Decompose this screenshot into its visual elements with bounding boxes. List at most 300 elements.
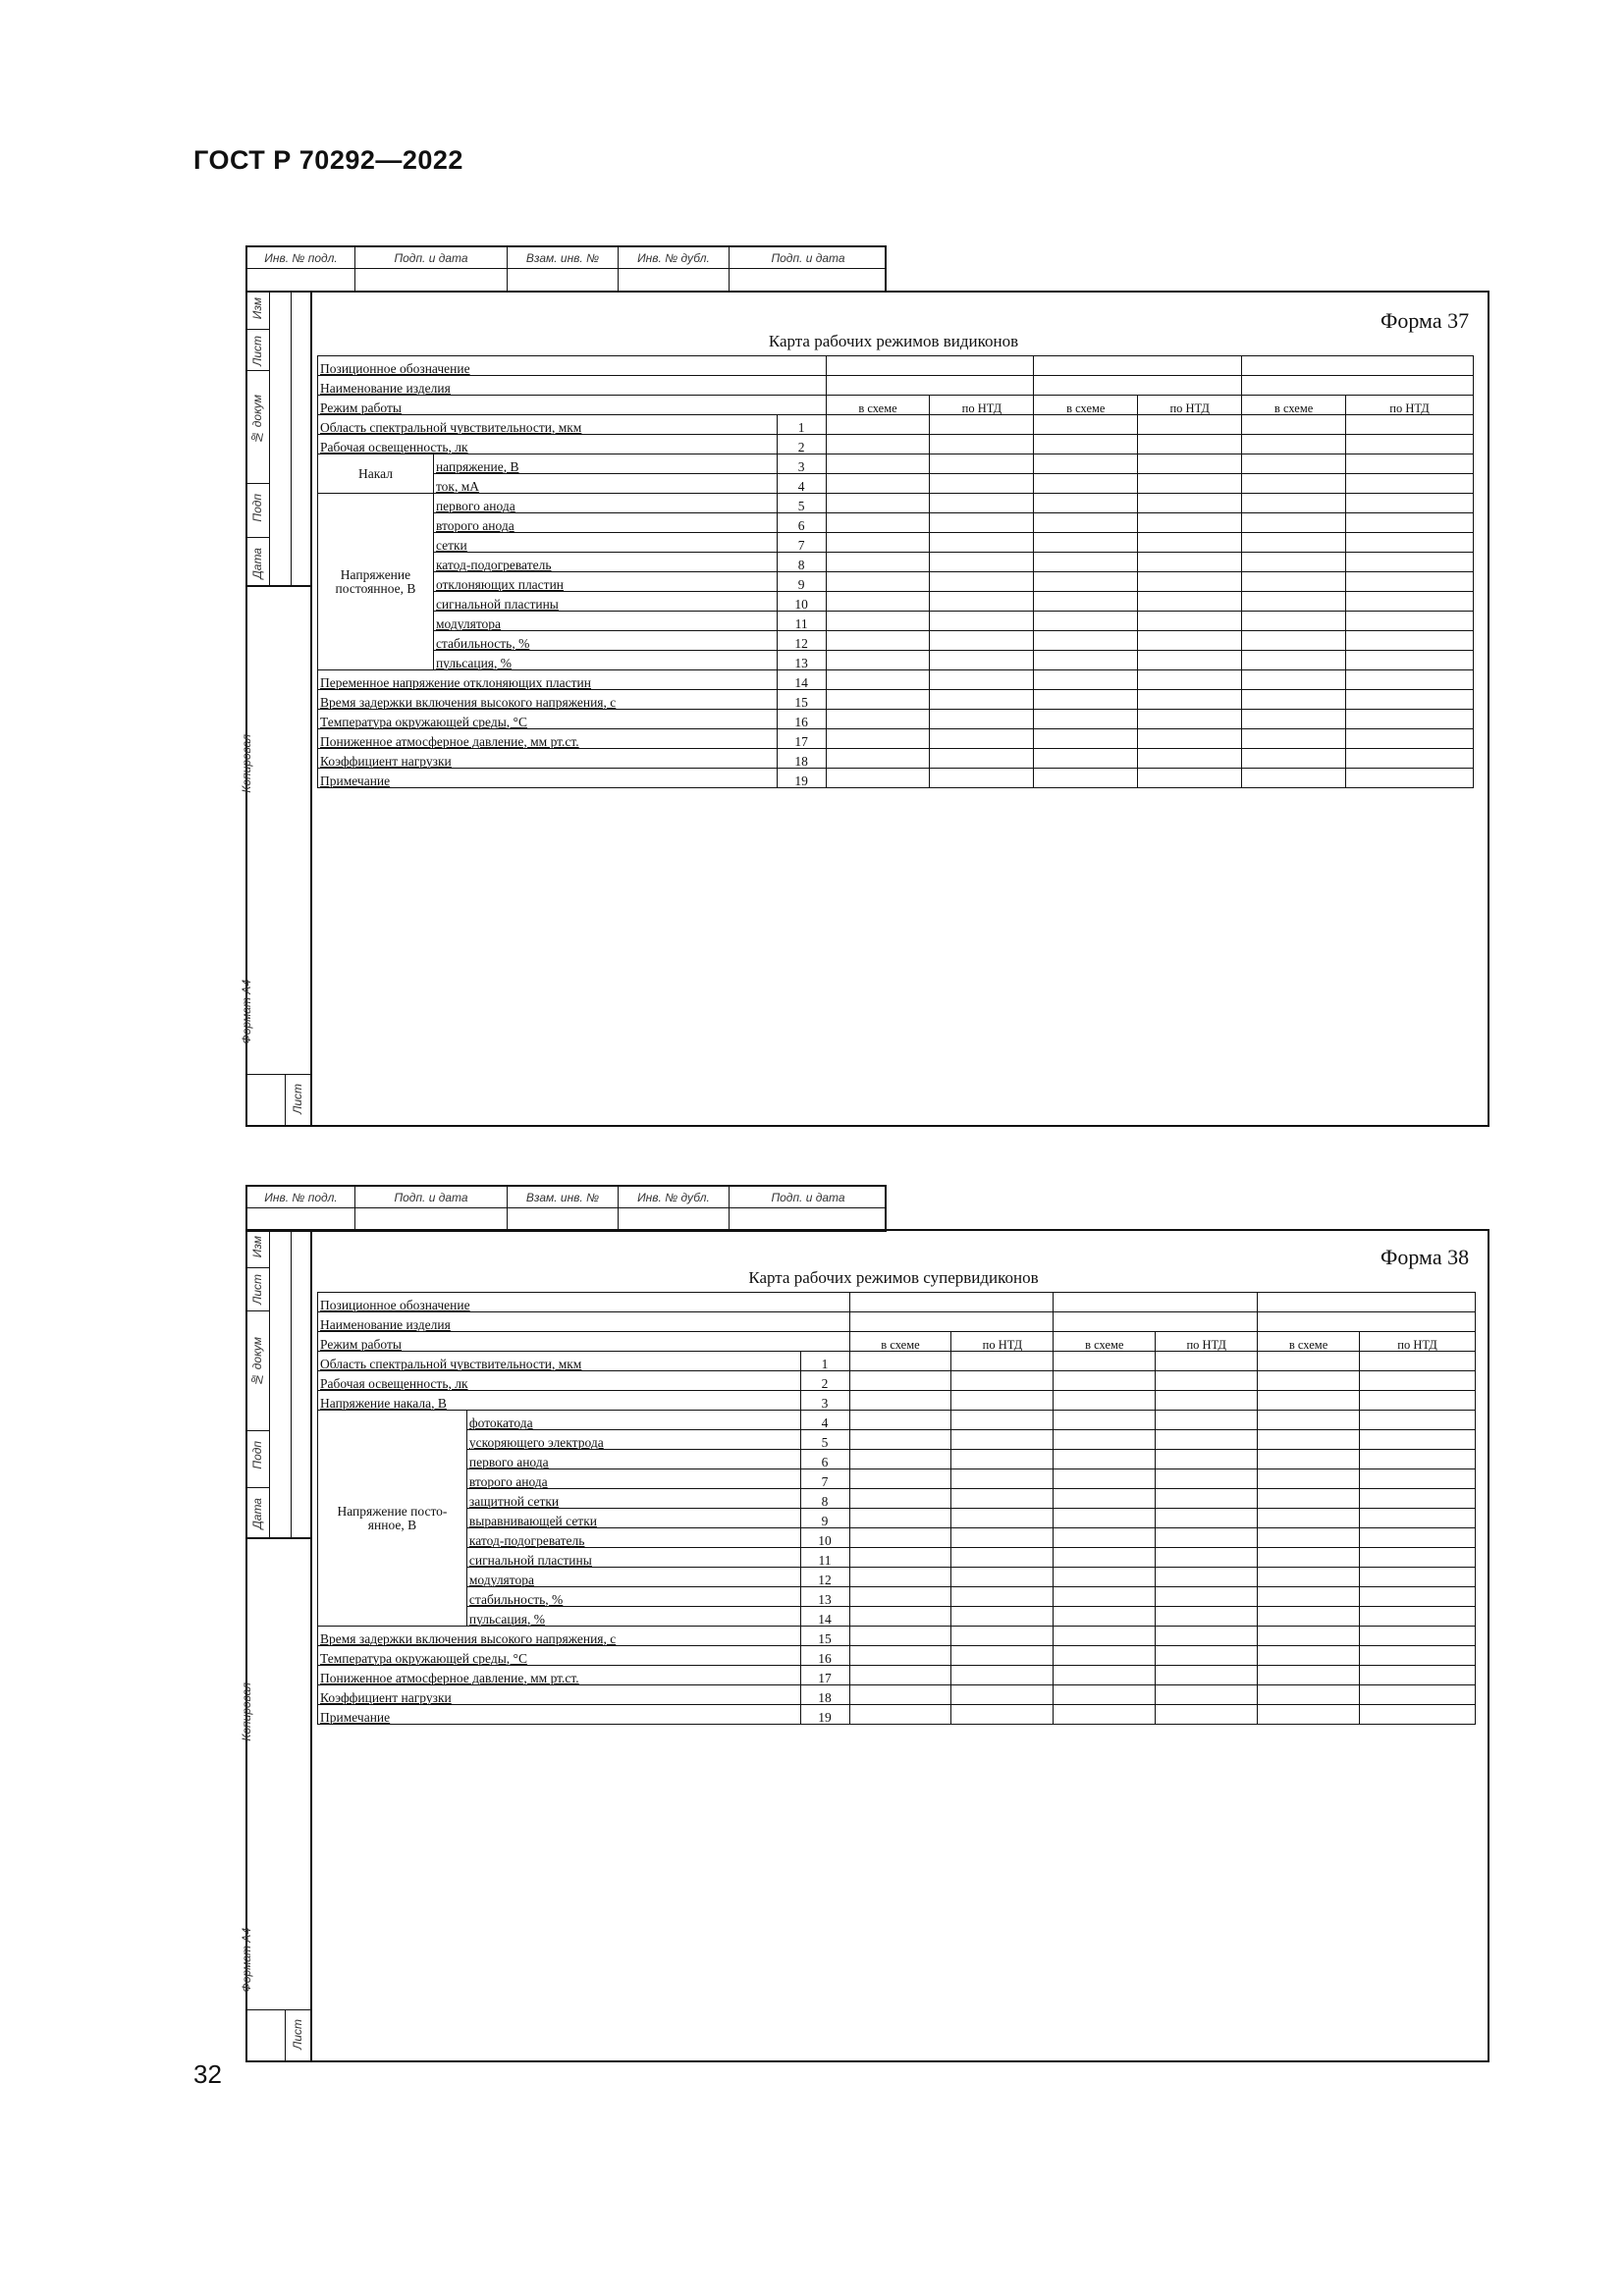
value-cell[interactable] [1138,612,1242,631]
value-cell[interactable] [1258,1352,1360,1371]
value-cell[interactable] [930,690,1034,710]
value-cell[interactable] [1360,1411,1476,1430]
value-cell[interactable] [849,1293,1054,1312]
value-cell[interactable] [1360,1587,1476,1607]
value-cell[interactable] [1258,1705,1360,1725]
value-cell[interactable] [1360,1489,1476,1509]
value-cell[interactable] [951,1352,1054,1371]
form38-title: Карта рабочих режимов супервидиконов [748,1268,1039,1287]
value-cell[interactable] [1258,1391,1360,1411]
value-cell[interactable] [1258,1587,1360,1607]
value-cell[interactable] [826,454,930,474]
value-cell[interactable] [1346,710,1474,729]
param-label: Примечание [318,769,778,788]
value-cell[interactable] [1258,1627,1360,1646]
value-cell[interactable] [1138,631,1242,651]
value-cell[interactable] [951,1627,1054,1646]
value-cell[interactable] [1242,415,1346,435]
value-cell[interactable] [1138,435,1242,454]
value-cell[interactable] [849,1568,951,1587]
table-row [318,396,1474,415]
value-cell[interactable] [1034,670,1138,690]
value-cell[interactable] [951,1587,1054,1607]
value-cell[interactable] [1054,1469,1156,1489]
row-number: 17 [800,1666,849,1685]
row-label: Позиционное обозначение [318,1293,850,1312]
param-label: Пониженное атмосферное давление, мм рт.ст. [318,729,778,749]
value-cell[interactable] [1034,533,1138,553]
value-cell[interactable] [1346,631,1474,651]
value-cell[interactable] [1054,1509,1156,1528]
row-number: 16 [777,710,826,729]
value-cell[interactable] [1258,1607,1360,1627]
group-label: Накал [318,454,434,494]
value-cell[interactable] [1346,690,1474,710]
value-cell[interactable] [930,710,1034,729]
value-cell[interactable] [1360,1469,1476,1489]
value-cell[interactable] [1156,1685,1258,1705]
value-cell[interactable] [1258,1312,1476,1332]
value-cell[interactable] [1242,494,1346,513]
value-cell[interactable] [930,474,1034,494]
value-cell[interactable] [1034,612,1138,631]
param-label: второго анода [433,513,777,533]
value-cell[interactable] [1156,1627,1258,1646]
value-cell[interactable] [1242,553,1346,572]
value-cell[interactable] [1242,729,1346,749]
value-cell[interactable] [849,1627,951,1646]
param-label: напряжение, В [433,454,777,474]
value-cell[interactable] [1346,454,1474,474]
table-row [318,1469,1476,1489]
value-cell[interactable] [1258,1685,1360,1705]
value-cell[interactable] [1054,1430,1156,1450]
side-label: Изм [250,1236,264,1258]
value-cell[interactable] [1242,356,1474,376]
value-cell[interactable] [1258,1509,1360,1528]
value-cell[interactable] [1258,1469,1360,1489]
param-label: стабильность, % [433,631,777,651]
value-cell[interactable] [1360,1607,1476,1627]
value-cell[interactable] [826,710,930,729]
value-cell[interactable] [1034,769,1138,788]
value-cell[interactable] [1360,1450,1476,1469]
value-cell[interactable] [1054,1391,1156,1411]
value-cell[interactable] [1346,572,1474,592]
value-cell[interactable] [1054,1371,1156,1391]
value-cell[interactable] [1360,1352,1476,1371]
row-number: 3 [777,454,826,474]
param-label: Коэффициент нагрузки [318,749,778,769]
stamp-label: Подп. и дата [355,1187,508,1208]
value-cell[interactable] [826,670,930,690]
value-cell[interactable] [1258,1293,1476,1312]
value-cell[interactable] [1242,474,1346,494]
value-cell[interactable] [1138,710,1242,729]
value-cell[interactable] [1054,1489,1156,1509]
value-cell[interactable] [1258,1646,1360,1666]
table-row [318,1332,1476,1352]
value-cell[interactable] [951,1411,1054,1430]
value-cell[interactable] [1346,494,1474,513]
value-cell[interactable] [951,1528,1054,1548]
value-cell[interactable] [1242,513,1346,533]
value-cell[interactable] [1034,435,1138,454]
value-cell[interactable] [1138,474,1242,494]
value-cell[interactable] [1054,1528,1156,1548]
value-cell[interactable] [826,572,930,592]
copied-label: Копировал [240,1682,253,1741]
value-cell[interactable] [1034,749,1138,769]
value-cell[interactable] [1156,1489,1258,1509]
value-cell[interactable] [930,729,1034,749]
value-cell[interactable] [1258,1489,1360,1509]
value-cell[interactable] [1346,592,1474,612]
value-cell[interactable] [1242,631,1346,651]
value-cell[interactable] [951,1646,1054,1666]
value-cell[interactable] [1054,1685,1156,1705]
value-cell[interactable] [930,651,1034,670]
value-cell[interactable] [1156,1469,1258,1489]
value-cell[interactable] [1034,553,1138,572]
table-row [318,376,1474,396]
value-cell[interactable] [826,592,930,612]
value-cell[interactable] [1156,1587,1258,1607]
stamp-label: Инв. № дубл. [619,247,730,269]
value-cell[interactable] [1034,651,1138,670]
value-cell[interactable] [1054,1705,1156,1725]
value-cell[interactable] [1054,1568,1156,1587]
value-cell[interactable] [1258,1568,1360,1587]
value-cell[interactable] [826,415,930,435]
param-label: стабильность, % [466,1587,800,1607]
value-cell[interactable] [1360,1509,1476,1528]
stamp-cell [355,269,508,293]
value-cell[interactable] [1346,749,1474,769]
value-cell[interactable] [826,435,930,454]
value-cell[interactable] [1054,1411,1156,1430]
value-cell[interactable] [1242,454,1346,474]
value-cell[interactable] [951,1469,1054,1489]
row-number: 12 [777,631,826,651]
value-cell[interactable] [1242,376,1474,396]
value-cell[interactable] [1242,690,1346,710]
value-cell[interactable] [849,1371,951,1391]
value-cell[interactable] [849,1646,951,1666]
value-cell[interactable] [1258,1666,1360,1685]
table-row [318,670,1474,690]
value-cell[interactable] [1156,1646,1258,1666]
stamp-cell [730,269,887,293]
value-cell[interactable] [930,592,1034,612]
value-cell[interactable] [1242,769,1346,788]
value-cell[interactable] [1346,533,1474,553]
value-cell[interactable] [930,553,1034,572]
table-row [318,592,1474,612]
value-cell[interactable] [1138,592,1242,612]
value-cell[interactable] [1156,1568,1258,1587]
stamp-cell [247,269,355,293]
value-cell[interactable] [1034,631,1138,651]
value-cell[interactable] [1138,533,1242,553]
value-cell[interactable] [1034,494,1138,513]
col-header-scheme: в схеме [1242,396,1346,415]
value-cell[interactable] [826,533,930,553]
value-cell[interactable] [951,1489,1054,1509]
value-cell[interactable] [930,612,1034,631]
copied-label: Копировал [240,734,253,793]
value-cell[interactable] [951,1705,1054,1725]
value-cell[interactable] [951,1371,1054,1391]
value-cell[interactable] [1156,1430,1258,1450]
value-cell[interactable] [1360,1430,1476,1450]
value-cell[interactable] [1138,769,1242,788]
value-cell[interactable] [1034,474,1138,494]
value-cell[interactable] [1242,651,1346,670]
table-row [318,1489,1476,1509]
value-cell[interactable] [1138,572,1242,592]
value-cell[interactable] [1054,1627,1156,1646]
value-cell[interactable] [1156,1509,1258,1528]
value-cell[interactable] [826,356,1034,376]
value-cell[interactable] [1360,1685,1476,1705]
table-row [318,1391,1476,1411]
value-cell[interactable] [951,1666,1054,1685]
value-cell[interactable] [826,690,930,710]
value-cell[interactable] [1054,1450,1156,1469]
value-cell[interactable] [826,553,930,572]
value-cell[interactable] [1054,1352,1156,1371]
value-cell[interactable] [1156,1391,1258,1411]
value-cell[interactable] [849,1489,951,1509]
value-cell[interactable] [849,1450,951,1469]
value-cell[interactable] [1138,415,1242,435]
value-cell[interactable] [1138,454,1242,474]
value-cell[interactable] [1156,1411,1258,1430]
value-cell[interactable] [826,769,930,788]
value-cell[interactable] [1034,729,1138,749]
left-strip [240,1231,312,2060]
value-cell[interactable] [849,1352,951,1371]
value-cell[interactable] [1242,592,1346,612]
param-label: пульсация, % [466,1607,800,1627]
value-cell[interactable] [951,1430,1054,1450]
value-cell[interactable] [1138,513,1242,533]
value-cell[interactable] [1360,1568,1476,1587]
table-row [318,1587,1476,1607]
value-cell[interactable] [849,1587,951,1607]
value-cell[interactable] [951,1509,1054,1528]
value-cell[interactable] [1034,356,1242,376]
value-cell[interactable] [849,1548,951,1568]
value-cell[interactable] [1034,592,1138,612]
value-cell[interactable] [1346,729,1474,749]
value-cell[interactable] [1360,1528,1476,1548]
value-cell[interactable] [1054,1312,1258,1332]
value-cell[interactable] [1034,710,1138,729]
value-cell[interactable] [1242,435,1346,454]
value-cell[interactable] [849,1685,951,1705]
value-cell[interactable] [1054,1607,1156,1627]
value-cell[interactable] [1156,1607,1258,1627]
value-cell[interactable] [1138,690,1242,710]
value-cell[interactable] [930,631,1034,651]
value-cell[interactable] [1346,513,1474,533]
value-cell[interactable] [826,749,930,769]
value-cell[interactable] [849,1312,1054,1332]
value-cell[interactable] [1360,1705,1476,1725]
stamp-label: Инв. № подл. [247,1187,355,1208]
value-cell[interactable] [1360,1391,1476,1411]
table-row [318,769,1474,788]
value-cell[interactable] [930,572,1034,592]
value-cell[interactable] [1346,769,1474,788]
document-header: ГОСТ Р 70292—2022 [193,145,463,175]
value-cell[interactable] [930,494,1034,513]
value-cell[interactable] [1054,1587,1156,1607]
value-cell[interactable] [951,1548,1054,1568]
value-cell[interactable] [1242,572,1346,592]
value-cell[interactable] [930,533,1034,553]
stamp-row-form37 [245,245,887,293]
value-cell[interactable] [1360,1548,1476,1568]
value-cell[interactable] [1242,710,1346,729]
value-cell[interactable] [849,1469,951,1489]
value-cell[interactable] [1138,494,1242,513]
value-cell[interactable] [1156,1352,1258,1371]
value-cell[interactable] [951,1685,1054,1705]
col-header-scheme: в схеме [1258,1332,1360,1352]
value-cell[interactable] [1054,1293,1258,1312]
value-cell[interactable] [1360,1646,1476,1666]
value-cell[interactable] [930,435,1034,454]
value-cell[interactable] [1258,1430,1360,1450]
param-label: выравнивающей сетки [466,1509,800,1528]
row-number: 1 [800,1352,849,1371]
value-cell[interactable] [1242,670,1346,690]
value-cell[interactable] [1360,1666,1476,1685]
value-cell[interactable] [1138,749,1242,769]
value-cell[interactable] [849,1509,951,1528]
value-cell[interactable] [951,1450,1054,1469]
value-cell[interactable] [1054,1666,1156,1685]
value-cell[interactable] [951,1391,1054,1411]
value-cell[interactable] [930,454,1034,474]
value-cell[interactable] [930,415,1034,435]
table-row [318,710,1474,729]
value-cell[interactable] [849,1666,951,1685]
value-cell[interactable] [951,1568,1054,1587]
value-cell[interactable] [849,1430,951,1450]
param-label: Переменное напряжение отклоняющих пластин [318,670,778,690]
value-cell[interactable] [826,513,930,533]
value-cell[interactable] [1258,1411,1360,1430]
table-row [318,749,1474,769]
value-cell[interactable] [1346,553,1474,572]
table-row [318,494,1474,513]
table-row [318,1450,1476,1469]
value-cell[interactable] [1156,1371,1258,1391]
value-cell[interactable] [1156,1450,1258,1469]
value-cell[interactable] [1360,1371,1476,1391]
row-number: 19 [800,1705,849,1725]
value-cell[interactable] [1034,415,1138,435]
value-cell[interactable] [1258,1371,1360,1391]
value-cell[interactable] [1346,415,1474,435]
value-cell[interactable] [849,1607,951,1627]
value-cell[interactable] [1054,1548,1156,1568]
value-cell[interactable] [1034,513,1138,533]
value-cell[interactable] [930,513,1034,533]
row-number: 14 [777,670,826,690]
value-cell[interactable] [826,729,930,749]
value-cell[interactable] [1242,533,1346,553]
value-cell[interactable] [951,1607,1054,1627]
table-row [318,612,1474,631]
value-cell[interactable] [1242,749,1346,769]
value-cell[interactable] [1138,553,1242,572]
value-cell[interactable] [1156,1528,1258,1548]
value-cell[interactable] [930,749,1034,769]
value-cell[interactable] [1034,454,1138,474]
left-strip [240,293,312,1125]
value-cell[interactable] [1346,670,1474,690]
value-cell[interactable] [1346,651,1474,670]
value-cell[interactable] [849,1528,951,1548]
value-cell[interactable] [849,1705,951,1725]
value-cell[interactable] [930,670,1034,690]
group-label: Напряжение постоянное, В [318,494,434,670]
value-cell[interactable] [849,1391,951,1411]
value-cell[interactable] [1242,612,1346,631]
value-cell[interactable] [826,631,930,651]
value-cell[interactable] [1156,1548,1258,1568]
value-cell[interactable] [1034,690,1138,710]
row-number: 13 [800,1587,849,1607]
value-cell[interactable] [1156,1666,1258,1685]
value-cell[interactable] [1054,1646,1156,1666]
row-number: 5 [800,1430,849,1450]
value-cell[interactable] [1034,572,1138,592]
value-cell[interactable] [1034,376,1242,396]
value-cell[interactable] [826,474,930,494]
value-cell[interactable] [1258,1528,1360,1548]
param-label: первого анода [466,1450,800,1469]
value-cell[interactable] [1346,474,1474,494]
value-cell[interactable] [1258,1548,1360,1568]
value-cell[interactable] [826,494,930,513]
value-cell[interactable] [826,612,930,631]
value-cell[interactable] [826,376,1034,396]
value-cell[interactable] [1258,1450,1360,1469]
value-cell[interactable] [1138,651,1242,670]
value-cell[interactable] [930,769,1034,788]
side-label: Дата [250,1498,264,1529]
table-row [318,1411,1476,1430]
side-label: Лист [250,336,264,366]
stamp-cell [619,269,730,293]
param-label: модулятора [433,612,777,631]
value-cell[interactable] [1156,1705,1258,1725]
value-cell[interactable] [1138,670,1242,690]
value-cell[interactable] [1346,435,1474,454]
value-cell[interactable] [849,1411,951,1430]
value-cell[interactable] [1138,729,1242,749]
value-cell[interactable] [826,651,930,670]
row-number: 15 [800,1627,849,1646]
value-cell[interactable] [1360,1627,1476,1646]
value-cell[interactable] [1346,612,1474,631]
